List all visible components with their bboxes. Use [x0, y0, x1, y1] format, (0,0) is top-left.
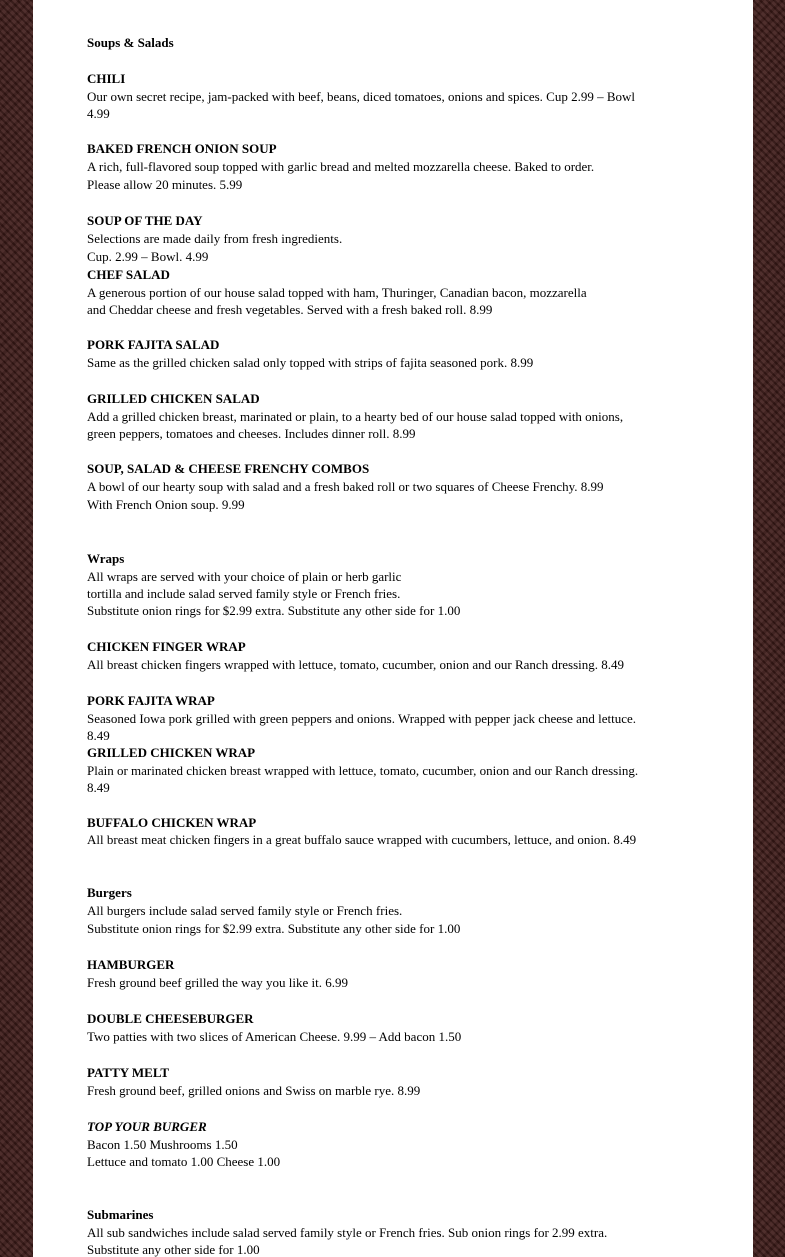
item-desc: Lettuce and tomato 1.00 Cheese 1.00 [87, 1154, 281, 1169]
menu-page [33, 0, 753, 1257]
item-desc: All breast chicken fingers wrapped with lettuce, tomato, cucumber, onion and our Ranch dressing. 8.49 [87, 657, 625, 672]
item-name-grilled-chicken-salad: GRILLED CHICKEN SALAD [87, 391, 260, 406]
item-desc: 8.49 [87, 780, 110, 795]
item-desc: With French Onion soup. 9.99 [87, 497, 245, 512]
item-name-chef-salad: CHEF SALAD [87, 267, 170, 282]
item-name-patty-melt: PATTY MELT [87, 1065, 169, 1080]
item-desc: Plain or marinated chicken breast wrapped with lettuce, tomato, cucumber, onion and our Ranch dressing. [87, 763, 639, 778]
item-desc: Cup. 2.99 – Bowl. 4.99 [87, 249, 209, 264]
item-desc: Two patties with two slices of American Cheese. 9.99 – Add bacon 1.50 [87, 1029, 462, 1044]
item-desc: A bowl of our hearty soup with salad and a fresh baked roll or two squares of Cheese Frenchy. 8.99 [87, 479, 604, 494]
item-name-grilled-chicken-wrap: GRILLED CHICKEN WRAP [87, 745, 256, 760]
section-title-submarines: Submarines [87, 1207, 154, 1222]
item-desc: 4.99 [87, 106, 110, 121]
item-name-hamburger: HAMBURGER [87, 957, 175, 972]
section-title-burgers: Burgers [87, 885, 132, 900]
item-desc: and Cheddar cheese and fresh vegetables. Served with a fresh baked roll. 8.99 [87, 302, 493, 317]
item-name-pork-fajita-salad: PORK FAJITA SALAD [87, 337, 220, 352]
item-desc: green peppers, tomatoes and cheeses. Includes dinner roll. 8.99 [87, 426, 416, 441]
item-name-french-onion-soup: BAKED FRENCH ONION SOUP [87, 141, 277, 156]
item-desc: Same as the grilled chicken salad only topped with strips of fajita seasoned pork. 8.99 [87, 355, 534, 370]
item-desc: Fresh ground beef grilled the way you like it. 6.99 [87, 975, 349, 990]
item-name-top-your-burger: TOP YOUR BURGER [87, 1119, 207, 1134]
item-desc: 8.49 [87, 728, 110, 743]
item-desc: Seasoned Iowa pork grilled with green peppers and onions. Wrapped with pepper jack cheese and lettuce. [87, 711, 637, 726]
item-desc: Please allow 20 minutes. 5.99 [87, 177, 243, 192]
section-intro: All wraps are served with your choice of plain or herb garlic [87, 569, 402, 584]
item-desc: Our own secret recipe, jam-packed with beef, beans, diced tomatoes, onions and spices. Cup 2.99 – Bowl [87, 89, 636, 104]
item-desc: All breast meat chicken fingers in a great buffalo sauce wrapped with cucumbers, lettuce, and onion. 8.49 [87, 832, 637, 847]
section-title-wraps: Wraps [87, 551, 125, 566]
section-intro: All sub sandwiches include salad served family style or French fries. Sub onion rings for 2.99 extra. [87, 1225, 608, 1240]
section-intro: Substitute onion rings for $2.99 extra. Substitute any other side for 1.00 [87, 603, 461, 618]
section-intro: Substitute onion rings for $2.99 extra. Substitute any other side for 1.00 [87, 921, 461, 936]
item-name-buffalo-chicken-wrap: BUFFALO CHICKEN WRAP [87, 815, 257, 830]
item-desc: Selections are made daily from fresh ingredients. [87, 231, 343, 246]
item-desc: A generous portion of our house salad topped with ham, Thuringer, Canadian bacon, mozzarella [87, 285, 587, 300]
item-name-double-cheeseburger: DOUBLE CHEESEBURGER [87, 1011, 254, 1026]
menu-content [87, 34, 687, 1257]
item-name-pork-fajita-wrap: PORK FAJITA WRAP [87, 693, 215, 708]
item-name-soup-of-the-day: SOUP OF THE DAY [87, 213, 203, 228]
section-intro: tortilla and include salad served family style or French fries. [87, 586, 401, 601]
item-desc: Add a grilled chicken breast, marinated or plain, to a hearty bed of our house salad topped with onions, [87, 409, 624, 424]
item-desc: A rich, full-flavored soup topped with garlic bread and melted mozzarella cheese. Baked to order. [87, 159, 595, 174]
section-intro: Substitute any other side for 1.00 [87, 1242, 260, 1257]
item-name-chicken-finger-wrap: CHICKEN FINGER WRAP [87, 639, 246, 654]
section-title-soups-salads: Soups & Salads [87, 35, 174, 50]
item-name-combos: SOUP, SALAD & CHEESE FRENCHY COMBOS [87, 461, 370, 476]
item-desc: Bacon 1.50 Mushrooms 1.50 [87, 1137, 238, 1152]
section-intro: All burgers include salad served family style or French fries. [87, 903, 403, 918]
item-desc: Fresh ground beef, grilled onions and Swiss on marble rye. 8.99 [87, 1083, 421, 1098]
item-name-chili: CHILI [87, 71, 126, 86]
